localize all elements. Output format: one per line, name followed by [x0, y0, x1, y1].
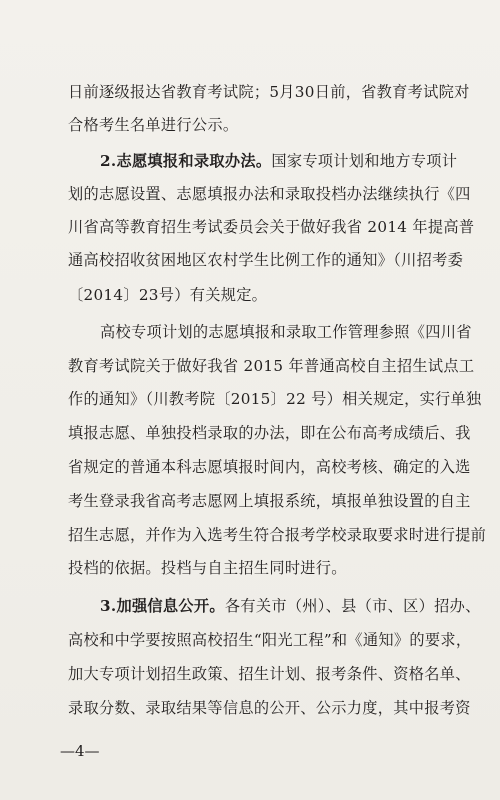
text-line	[68, 558, 347, 578]
page-number: —4—	[60, 742, 100, 760]
line-text: 高校和中学要按照高校招生“阳光工程”和《通知》的要求，	[68, 631, 472, 649]
text-line	[68, 525, 486, 545]
line-text: 填报志愿、单独投档录取的办法，即在公布高考成绩后、我	[68, 424, 471, 442]
text-line	[68, 630, 471, 650]
section-heading: 3.加强信息公开。	[100, 597, 225, 615]
line-text: 日前逐级报达省教育考试院；5月30日前，省教育考试院对	[68, 83, 470, 101]
line-text: 作的通知》（川教考院〔2015〕22 号）相关规定，实行单独	[68, 390, 482, 408]
line-text: 录取分数、录取结果等信息的公开、公示力度，其中报考资	[68, 699, 471, 717]
line-text: 划的志愿设置、志愿填报办法和录取投档办法继续执行《四	[68, 185, 471, 203]
line-text: 各有关市（州）、县（市、区）招办、	[224, 597, 481, 615]
line-text: 合格考生名单进行公示。	[68, 116, 239, 134]
line-text: 教育考试院关于做好我省 2015 年普通高校自主招生试点工	[68, 357, 475, 375]
line-text: 投档的依据。投档与自主招生同时进行。	[68, 559, 347, 577]
paragraph-first-line	[100, 322, 472, 342]
line-text: 加大专项计划招生政策、招生计划、报考条件、资格名单、	[68, 665, 471, 683]
text-line	[68, 457, 471, 477]
line-text: 〔2014〕23号）有关规定。	[68, 286, 268, 304]
text-line	[68, 250, 463, 270]
line-text: 招生志愿，并作为入选考生符合报考学校录取要求时进行提前	[68, 526, 487, 544]
text-line	[68, 423, 471, 443]
text-line	[68, 491, 471, 511]
text-line	[68, 664, 471, 684]
section-heading-line	[100, 596, 481, 616]
line-text: 国家专项计划和地方专项计	[271, 152, 458, 170]
text-line	[68, 356, 474, 376]
text-line	[68, 389, 482, 409]
line-text: 省规定的普通本科志愿填报时间内，高校考核、确定的入选	[68, 458, 471, 476]
line-text: 川省高等教育招生考试委员会关于做好我省 2014 年提高普	[68, 218, 475, 236]
text-line	[68, 217, 474, 237]
text-line	[68, 115, 238, 135]
line-text: 高校专项计划的志愿填报和录取工作管理参照《四川省	[100, 323, 472, 341]
line-text: 考生登录我省高考志愿网上填报系统，填报单独设置的自主	[68, 492, 471, 510]
text-line	[68, 82, 470, 102]
text-line	[68, 698, 471, 718]
text-line	[68, 184, 471, 204]
section-heading: 2.志愿填报和录取办法。	[100, 152, 272, 170]
section-heading-line	[100, 151, 457, 171]
line-text: 通高校招收贫困地区农村学生比例工作的通知》（川招考委	[68, 251, 464, 269]
text-line	[68, 285, 267, 305]
